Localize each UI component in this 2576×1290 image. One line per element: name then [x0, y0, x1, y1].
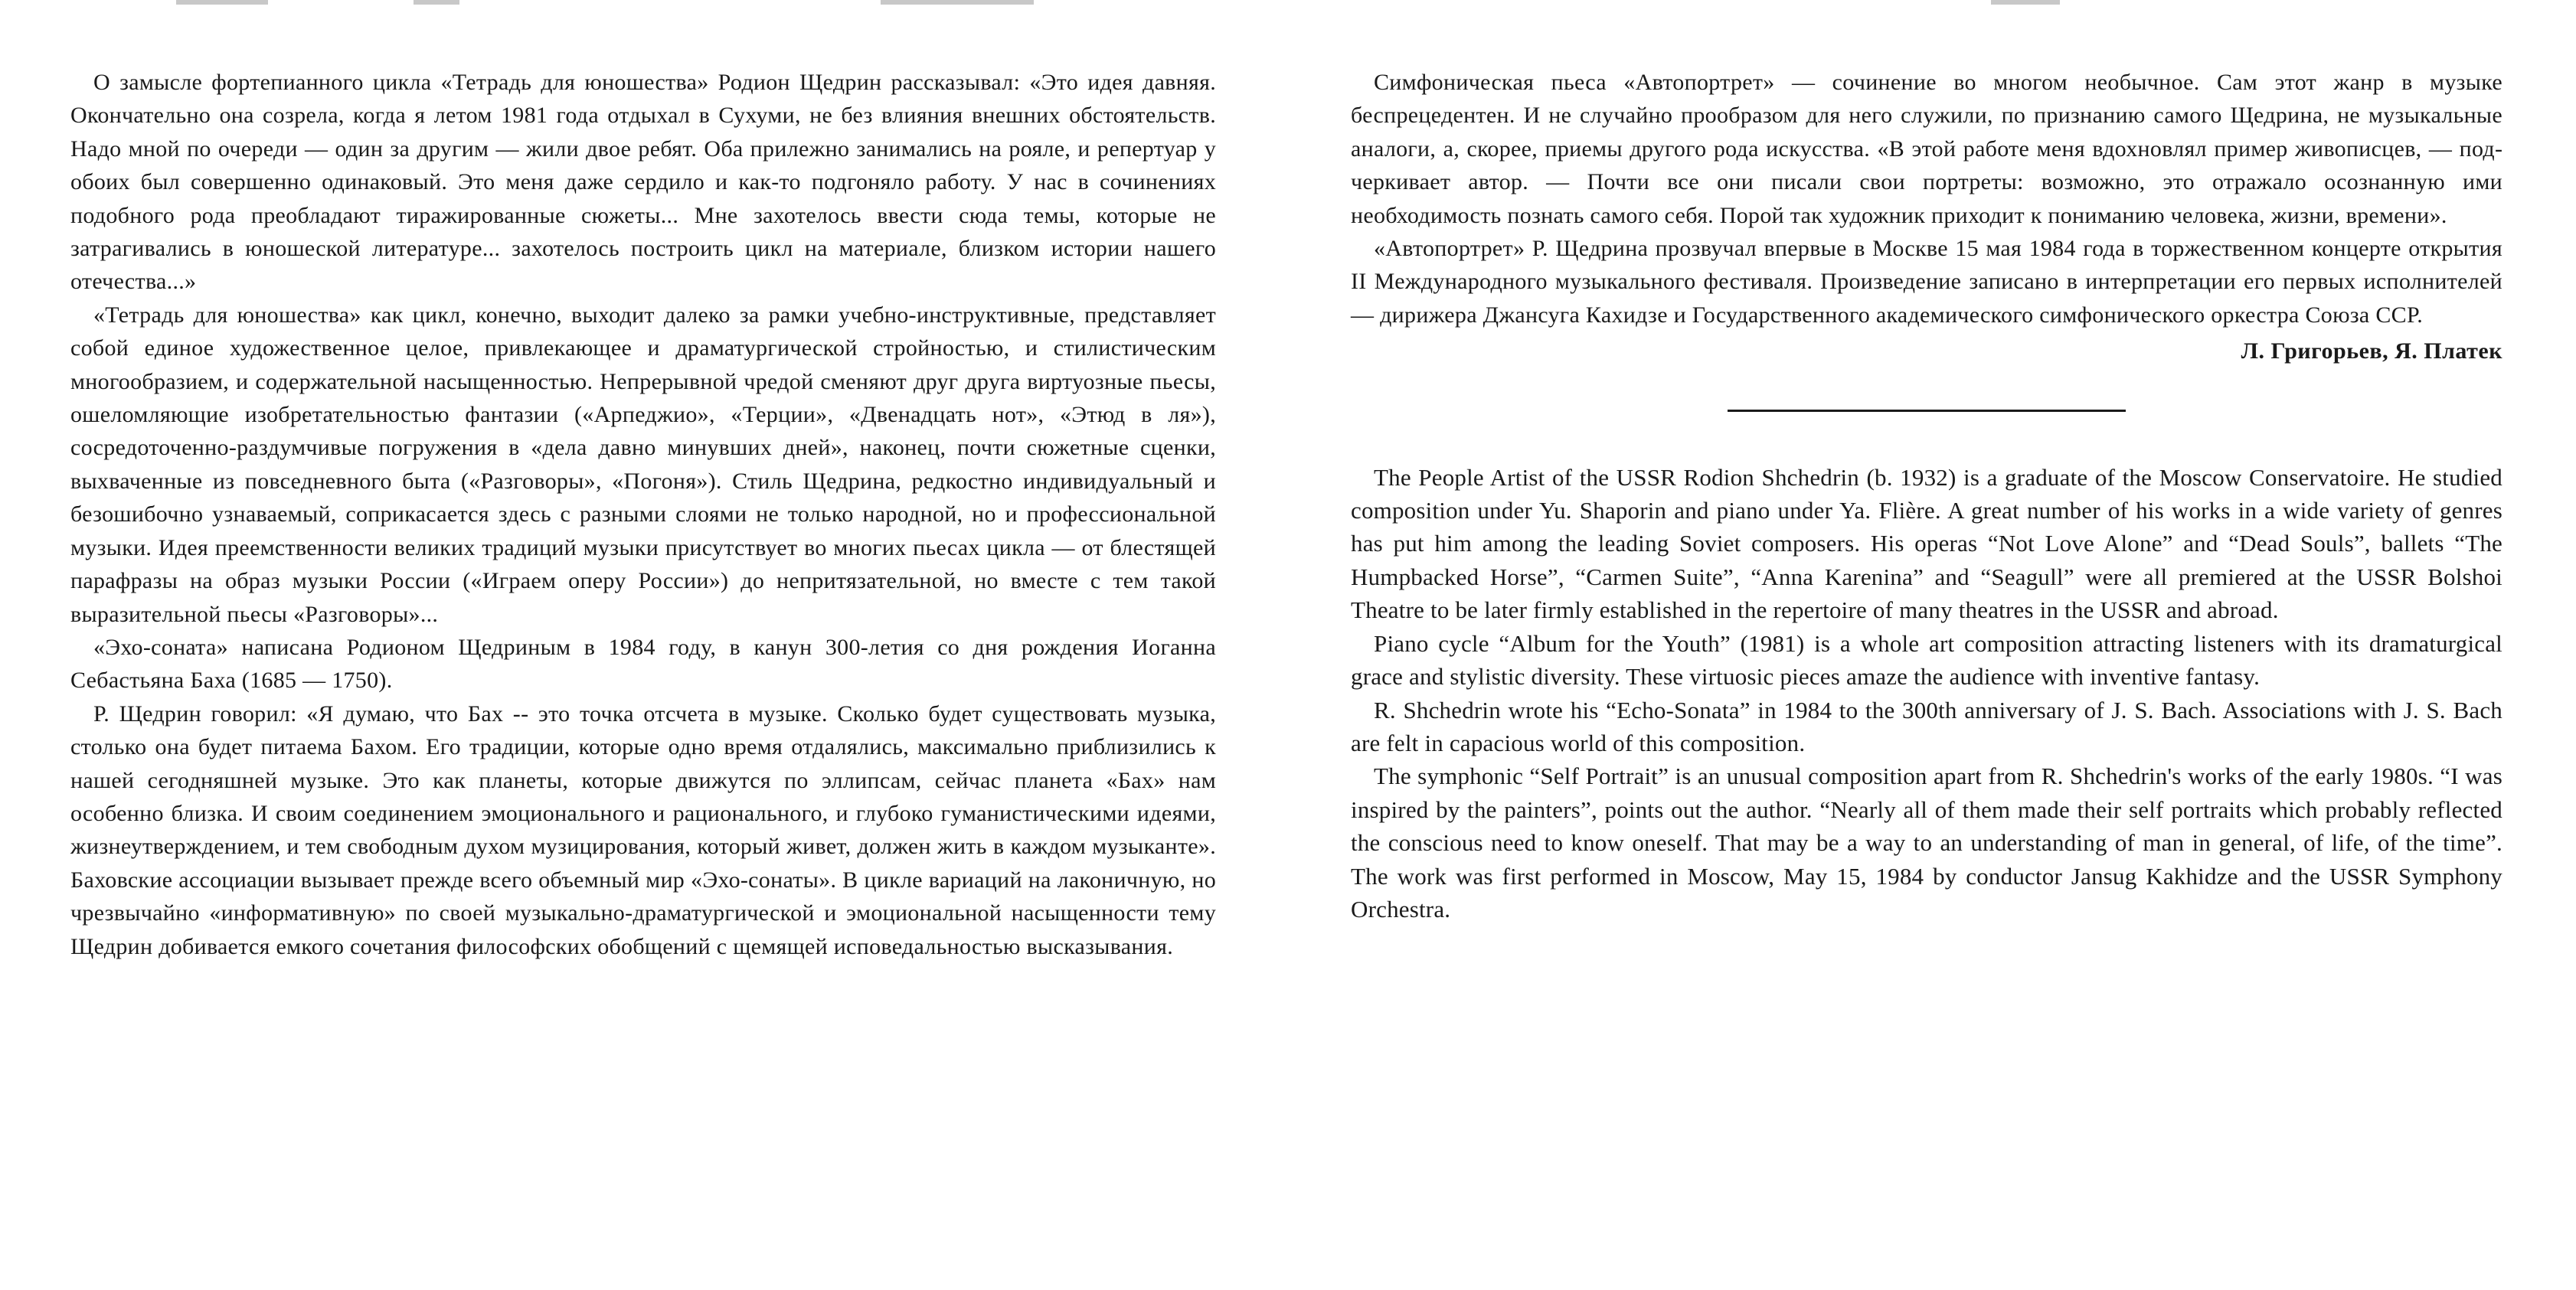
paragraph: R. Shchedrin wrote his “Echo-Sonata” in 1984 to the 300th anniversary of J. S. Bach. Associations with J. S. Bach are felt in capacious world of this composition.	[1351, 696, 2502, 756]
right-page-text	[1351, 66, 2502, 926]
right-page	[1288, 0, 2576, 1290]
paragraph: «Тетрадь для юношества» как цикл, конечно, выходит далеко за рамки учебно-инструктивные, представляет собой единое художественное целое, привлекающее и драматургической стройностью, и стилистическим многообразием, и содержательной насыщенностью. Непрерывной чредой сменяют друг друга виртуозные пьесы, ошеломляющие изобретательностью фантазии («Арпеджио», «Терции», «Двенадцать нот», «Этюд в ля»), сосредоточенно-раздумчивые погружения в «дела давно минувших дней», наконец, почти сюжетные сценки, выхваченные из повседневного быта («Разговоры», «Погоня»). Стиль Щедрина, редкостно индивидуальный и безошибочно узнаваемый, соприкасается здесь с разными слоями не только народной, но и профессиональной музыки. Идея преемственности великих традиций музыки присутствует во многих пьесах цикла — от блестящей парафразы на образ музыки России («Играем оперу России») до непритязательной, но вместе с тем такой выразительной пьесы «Разговоры»...	[70, 302, 1216, 627]
paragraph: Симфоническая пьеса «Автопортрет» — сочинение во многом необычное. Сам этот жанр в музыке беспрецедентен. И не случайно прообразом для него служили, по признанию самого Щедрина, не музыкальные аналоги, а, скорее, приемы другого рода искусства. «В этой работе меня вдохновлял пример живописцев, — подчеркивает автор. — Почти все они писали свои портреты: возможно, это отражало осознанную ими необходимость познать самого себя. Порой так художник приходит к пониманию человека, жизни, времени».	[1351, 70, 2502, 228]
english-summary	[1351, 461, 2502, 926]
paragraph: The People Artist of the USSR Rodion Shchedrin (b. 1932) is a graduate of the Moscow Conservatoire. He studied composition under Yu. Shaporin and piano under Ya. Flière. A great number of his works in a wide variety of genres has put him among the leading Soviet composers. His operas “Not Love Alone” and “Dead Souls”, ballets “The Humpbacked Horse”, “Carmen Suite”, “Anna Karenina” and “Seagull” were all premiered at the USSR Bolshoi Theatre to be later firmly established in the repertoire of many theatres in the USSR and abroad.	[1351, 463, 2502, 624]
section-divider	[1728, 410, 2126, 412]
paragraph: The symphonic “Self Portrait” is an unusual composition apart from R. Shchedrin's works of the early 1980s. “I was inspired by the painters”, points out the author. “Nearly all of them made their self portraits which probably reflected the conscious need to know oneself. That may be a way to an understanding of man in general, of life, of the time”. The work was first performed in Moscow, May 15, 1984 by conductor Jansug Kakhidze and the USSR Symphony Orchestra.	[1351, 763, 2502, 923]
left-page-text	[70, 66, 1216, 963]
paragraph: Р. Щедрин говорил: «Я думаю, что Бах -- это точка отсчета в музыке. Сколько будет существовать музыка, столько она будет питаема Бахом. Его традиции, которые одно время отдалялись, максимально приблизились к нашей сегодняшней музыке. Это как планеты, которые движутся по эллипсам, сейчас планета «Бах» нам особенно близка. И своим соединением эмоционального и рационального, и глубоко гуманистическими идеями, жизнеутверждением, и тем свободным духом музицирования, который живет, должен жить в каждом музыканте». Баховские ассоциации вызывает прежде всего объемный мир «Эхо-сонаты». В цикле вариаций на лаконичную, но чрезвычайно «информативную» по своей музыкально-драматургической и эмоциональной насыщенности тему Щедрин добивается емкого сочетания философских обобщений с щемящей исповедальностью высказывания.	[70, 701, 1216, 959]
paragraph: «Автопортрет» Р. Щедрина прозвучал впервые в Москве 15 мая 1984 года в торжественном концерте открытия II Международного музыкального фестиваля. Произведение записано в интерпретации его первых исполнителей — дирижера Джансуга Кахидзе и Государственного академического симфонического оркестра Союза ССР.	[1351, 236, 2502, 328]
authors-signature: Л. Григорьев, Я. Платек	[2241, 338, 2502, 364]
paragraph: Piano cycle “Album for the Youth” (1981) is a whole art composition attracting listeners with its dramaturgical grace and stylistic diversity. These virtuosic pieces amaze the audience with inventive fantasy.	[1351, 629, 2502, 691]
paragraph: О замысле фортепианного цикла «Тетрадь для юношества» Родион Щедрин рассказывал: «Это идея давняя. Окончательно она созрела, когда я летом 1981 года отдыхал в Сухуми, не без влияния внешних обстоятельств. Надо мной по очереди — один за другим — жили двое ребят. Оба прилежно занимались на рояле, и репертуар у обоих был совершенно одинаковый. Это меня даже сердило и как-то подгоняло работу. У нас в сочинениях подобного рода преобладают тиражированные сюжеты... Мне захотелось ввести сюда темы, которые не затрагивались в юношеской литературе... захотелось построить цикл на материале, близком истории нашего отечества...»	[70, 70, 1216, 295]
paragraph: «Эхо-соната» написана Родионом Щедриным в 1984 году, в канун 300-летия со дня рождения Иоганна Себастьяна Баха (1685 — 1750).	[70, 634, 1216, 694]
